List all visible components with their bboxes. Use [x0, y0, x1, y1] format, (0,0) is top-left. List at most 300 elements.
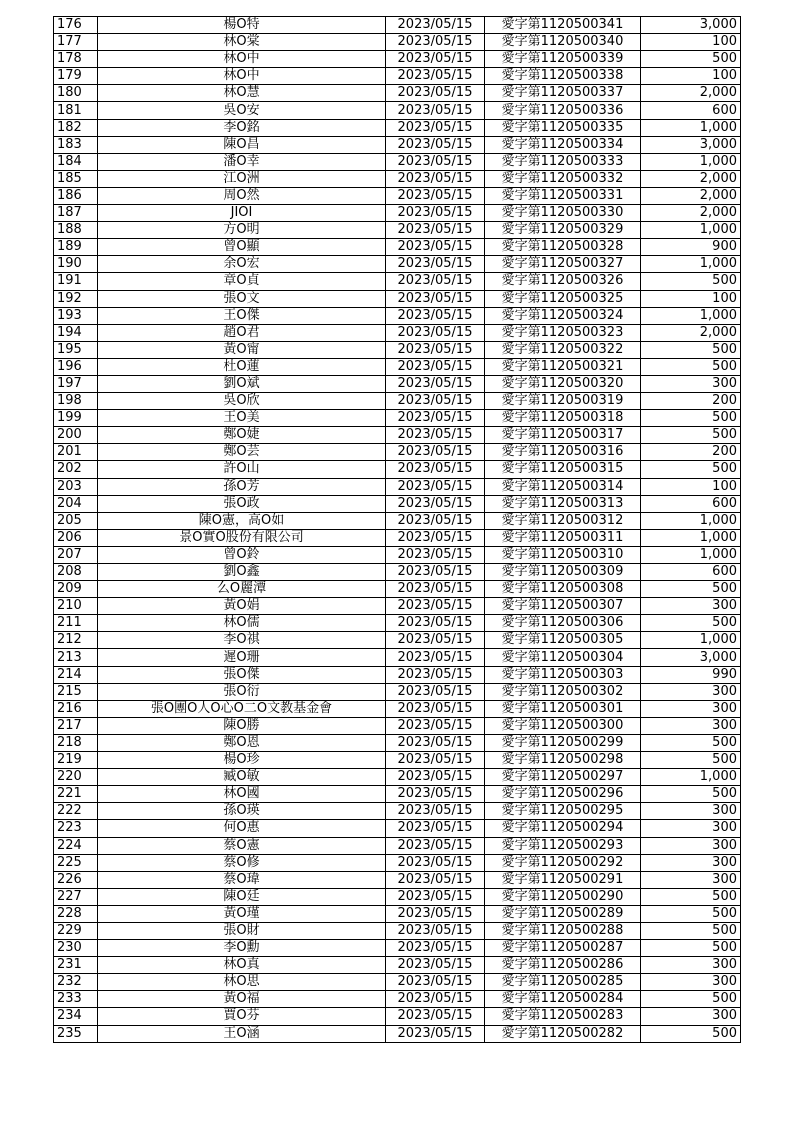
donation-date: 2023/05/15 — [386, 239, 485, 256]
donor-name: 章O貞 — [98, 273, 386, 290]
table-row — [54, 632, 741, 649]
receipt-number: 愛字第1120500332 — [485, 170, 641, 187]
receipt-number: 愛字第1120500310 — [485, 546, 641, 563]
row-number: 215 — [54, 683, 98, 700]
donation-amount: 500 — [641, 734, 741, 751]
row-number: 212 — [54, 632, 98, 649]
donor-name: 張O財 — [98, 922, 386, 939]
donation-date: 2023/05/15 — [386, 820, 485, 837]
donor-name: 潘O幸 — [98, 153, 386, 170]
row-number: 227 — [54, 888, 98, 905]
donor-name: 孫O芳 — [98, 478, 386, 495]
table-row — [54, 102, 741, 119]
table-row — [54, 495, 741, 512]
row-number: 216 — [54, 700, 98, 717]
donor-name: 劉O斌 — [98, 375, 386, 392]
receipt-number: 愛字第1120500329 — [485, 222, 641, 239]
donation-amount: 300 — [641, 974, 741, 991]
table-row — [54, 615, 741, 632]
donation-date: 2023/05/15 — [386, 307, 485, 324]
donation-table-body — [54, 17, 741, 1043]
table-row — [54, 512, 741, 529]
receipt-number: 愛字第1120500288 — [485, 922, 641, 939]
donation-amount: 500 — [641, 786, 741, 803]
receipt-number: 愛字第1120500299 — [485, 734, 641, 751]
table-row — [54, 871, 741, 888]
donation-amount: 300 — [641, 683, 741, 700]
donor-name: 陳O勝 — [98, 717, 386, 734]
table-row — [54, 717, 741, 734]
table-row — [54, 905, 741, 922]
table-row — [54, 68, 741, 85]
donor-name: 吳O安 — [98, 102, 386, 119]
donation-date: 2023/05/15 — [386, 119, 485, 136]
row-number: 213 — [54, 649, 98, 666]
donation-date: 2023/05/15 — [386, 136, 485, 153]
donation-amount: 300 — [641, 1008, 741, 1025]
receipt-number: 愛字第1120500335 — [485, 119, 641, 136]
donation-amount: 600 — [641, 102, 741, 119]
donation-amount: 300 — [641, 837, 741, 854]
donor-name: 陳O憲，高O如 — [98, 512, 386, 529]
table-row — [54, 393, 741, 410]
donation-amount: 990 — [641, 666, 741, 683]
donor-name: 林O慧 — [98, 85, 386, 102]
donation-date: 2023/05/15 — [386, 273, 485, 290]
receipt-number: 愛字第1120500290 — [485, 888, 641, 905]
donation-amount: 500 — [641, 461, 741, 478]
donation-amount: 1,000 — [641, 546, 741, 563]
table-row — [54, 410, 741, 427]
donation-amount: 300 — [641, 957, 741, 974]
table-row — [54, 598, 741, 615]
table-row — [54, 957, 741, 974]
table-row — [54, 51, 741, 68]
donor-name: 王O美 — [98, 410, 386, 427]
donation-date: 2023/05/15 — [386, 393, 485, 410]
donor-name: 鄭O芸 — [98, 444, 386, 461]
donation-amount: 3,000 — [641, 649, 741, 666]
donation-date: 2023/05/15 — [386, 187, 485, 204]
donation-date: 2023/05/15 — [386, 871, 485, 888]
row-number: 221 — [54, 786, 98, 803]
row-number: 224 — [54, 837, 98, 854]
row-number: 197 — [54, 375, 98, 392]
row-number: 214 — [54, 666, 98, 683]
donor-name: 么O麗潭 — [98, 581, 386, 598]
donation-amount: 300 — [641, 854, 741, 871]
donation-date: 2023/05/15 — [386, 649, 485, 666]
receipt-number: 愛字第1120500303 — [485, 666, 641, 683]
donation-date: 2023/05/15 — [386, 564, 485, 581]
donation-date: 2023/05/15 — [386, 717, 485, 734]
row-number: 181 — [54, 102, 98, 119]
donor-name: 李O祺 — [98, 632, 386, 649]
receipt-number: 愛字第1120500327 — [485, 256, 641, 273]
donation-amount: 1,000 — [641, 307, 741, 324]
donation-date: 2023/05/15 — [386, 974, 485, 991]
receipt-number: 愛字第1120500285 — [485, 974, 641, 991]
donor-name: 蔡O憲 — [98, 837, 386, 854]
table-row — [54, 17, 741, 34]
donation-table — [53, 16, 741, 1043]
receipt-number: 愛字第1120500305 — [485, 632, 641, 649]
donation-date: 2023/05/15 — [386, 991, 485, 1008]
row-number: 228 — [54, 905, 98, 922]
donation-amount: 300 — [641, 820, 741, 837]
donation-date: 2023/05/15 — [386, 461, 485, 478]
donor-name: 蔡O瑋 — [98, 871, 386, 888]
row-number: 220 — [54, 769, 98, 786]
row-number: 188 — [54, 222, 98, 239]
donation-date: 2023/05/15 — [386, 940, 485, 957]
row-number: 189 — [54, 239, 98, 256]
donation-date: 2023/05/15 — [386, 324, 485, 341]
table-row — [54, 546, 741, 563]
donor-name: 何O惠 — [98, 820, 386, 837]
donor-name: 林O中 — [98, 51, 386, 68]
donor-name: 趙O君 — [98, 324, 386, 341]
donation-amount: 1,000 — [641, 119, 741, 136]
donation-date: 2023/05/15 — [386, 854, 485, 871]
table-row — [54, 649, 741, 666]
donation-amount: 2,000 — [641, 170, 741, 187]
donation-amount: 500 — [641, 752, 741, 769]
donor-name: 林O儒 — [98, 615, 386, 632]
row-number: 185 — [54, 170, 98, 187]
donor-name: 陳O昌 — [98, 136, 386, 153]
donor-name: 張O政 — [98, 495, 386, 512]
row-number: 203 — [54, 478, 98, 495]
receipt-number: 愛字第1120500325 — [485, 290, 641, 307]
donor-name: 遲O珊 — [98, 649, 386, 666]
table-row — [54, 153, 741, 170]
receipt-number: 愛字第1120500300 — [485, 717, 641, 734]
donation-date: 2023/05/15 — [386, 512, 485, 529]
row-number: 207 — [54, 546, 98, 563]
donation-date: 2023/05/15 — [386, 615, 485, 632]
donation-date: 2023/05/15 — [386, 170, 485, 187]
donor-name: 臧O敏 — [98, 769, 386, 786]
row-number: 218 — [54, 734, 98, 751]
donor-name: 楊O特 — [98, 17, 386, 34]
donation-date: 2023/05/15 — [386, 478, 485, 495]
table-row — [54, 170, 741, 187]
row-number: 180 — [54, 85, 98, 102]
donation-date: 2023/05/15 — [386, 256, 485, 273]
table-row — [54, 222, 741, 239]
donation-date: 2023/05/15 — [386, 427, 485, 444]
donation-date: 2023/05/15 — [386, 598, 485, 615]
row-number: 177 — [54, 34, 98, 51]
row-number: 192 — [54, 290, 98, 307]
donation-amount: 1,000 — [641, 222, 741, 239]
donation-date: 2023/05/15 — [386, 341, 485, 358]
receipt-number: 愛字第1120500333 — [485, 153, 641, 170]
donation-amount: 500 — [641, 51, 741, 68]
donation-amount: 1,000 — [641, 153, 741, 170]
donor-name: 張O文 — [98, 290, 386, 307]
donor-name: 楊O珍 — [98, 752, 386, 769]
receipt-number: 愛字第1120500318 — [485, 410, 641, 427]
receipt-number: 愛字第1120500317 — [485, 427, 641, 444]
donation-date: 2023/05/15 — [386, 546, 485, 563]
receipt-number: 愛字第1120500321 — [485, 358, 641, 375]
row-number: 210 — [54, 598, 98, 615]
donation-amount: 1,000 — [641, 512, 741, 529]
table-row — [54, 581, 741, 598]
table-row — [54, 119, 741, 136]
donation-date: 2023/05/15 — [386, 803, 485, 820]
donation-amount: 500 — [641, 358, 741, 375]
receipt-number: 愛字第1120500289 — [485, 905, 641, 922]
table-row — [54, 564, 741, 581]
table-row — [54, 256, 741, 273]
donation-date: 2023/05/15 — [386, 85, 485, 102]
donation-amount: 500 — [641, 615, 741, 632]
donation-date: 2023/05/15 — [386, 529, 485, 546]
donor-name: 林O棠 — [98, 34, 386, 51]
donation-date: 2023/05/15 — [386, 700, 485, 717]
donation-amount: 300 — [641, 803, 741, 820]
donation-date: 2023/05/15 — [386, 68, 485, 85]
receipt-number: 愛字第1120500340 — [485, 34, 641, 51]
receipt-number: 愛字第1120500313 — [485, 495, 641, 512]
donation-amount: 300 — [641, 598, 741, 615]
receipt-number: 愛字第1120500292 — [485, 854, 641, 871]
donation-date: 2023/05/15 — [386, 410, 485, 427]
row-number: 190 — [54, 256, 98, 273]
row-number: 229 — [54, 922, 98, 939]
donation-date: 2023/05/15 — [386, 205, 485, 222]
donation-amount: 3,000 — [641, 17, 741, 34]
donation-date: 2023/05/15 — [386, 734, 485, 751]
donor-name: 許O山 — [98, 461, 386, 478]
table-row — [54, 974, 741, 991]
donation-amount: 2,000 — [641, 324, 741, 341]
table-row — [54, 991, 741, 1008]
donation-date: 2023/05/15 — [386, 957, 485, 974]
row-number: 205 — [54, 512, 98, 529]
row-number: 176 — [54, 17, 98, 34]
donor-name: 賈O芬 — [98, 1008, 386, 1025]
row-number: 230 — [54, 940, 98, 957]
receipt-number: 愛字第1120500319 — [485, 393, 641, 410]
donor-name: 鄭O婕 — [98, 427, 386, 444]
donation-date: 2023/05/15 — [386, 683, 485, 700]
donation-amount: 2,000 — [641, 187, 741, 204]
receipt-number: 愛字第1120500282 — [485, 1025, 641, 1042]
row-number: 206 — [54, 529, 98, 546]
row-number: 226 — [54, 871, 98, 888]
donation-date: 2023/05/15 — [386, 375, 485, 392]
donation-amount: 500 — [641, 1025, 741, 1042]
donation-date: 2023/05/15 — [386, 922, 485, 939]
receipt-number: 愛字第1120500306 — [485, 615, 641, 632]
donation-date: 2023/05/15 — [386, 769, 485, 786]
table-row — [54, 444, 741, 461]
receipt-number: 愛字第1120500287 — [485, 940, 641, 957]
donation-amount: 500 — [641, 940, 741, 957]
table-row — [54, 854, 741, 871]
donation-amount: 300 — [641, 375, 741, 392]
donation-amount: 2,000 — [641, 205, 741, 222]
donation-date: 2023/05/15 — [386, 17, 485, 34]
donor-name: 吳O欣 — [98, 393, 386, 410]
row-number: 217 — [54, 717, 98, 734]
donation-date: 2023/05/15 — [386, 444, 485, 461]
donation-date: 2023/05/15 — [386, 153, 485, 170]
donor-name: 陳O廷 — [98, 888, 386, 905]
row-number: 235 — [54, 1025, 98, 1042]
donation-amount: 3,000 — [641, 136, 741, 153]
table-row — [54, 239, 741, 256]
table-row — [54, 341, 741, 358]
donation-amount: 100 — [641, 290, 741, 307]
donation-amount: 100 — [641, 478, 741, 495]
donor-name: 王O涵 — [98, 1025, 386, 1042]
row-number: 225 — [54, 854, 98, 871]
row-number: 232 — [54, 974, 98, 991]
table-row — [54, 85, 741, 102]
row-number: 204 — [54, 495, 98, 512]
donor-name: 黃O福 — [98, 991, 386, 1008]
row-number: 219 — [54, 752, 98, 769]
donation-date: 2023/05/15 — [386, 1025, 485, 1042]
donor-name: 張O衍 — [98, 683, 386, 700]
table-row — [54, 683, 741, 700]
donor-name: 周O然 — [98, 187, 386, 204]
row-number: 178 — [54, 51, 98, 68]
donor-name: 林O國 — [98, 786, 386, 803]
donor-name: 李O勳 — [98, 940, 386, 957]
donor-name: 張O團O人O心O二O文教基金會 — [98, 700, 386, 717]
table-row — [54, 375, 741, 392]
row-number: 234 — [54, 1008, 98, 1025]
donor-name: 余O宏 — [98, 256, 386, 273]
donation-amount: 500 — [641, 427, 741, 444]
donation-amount: 500 — [641, 905, 741, 922]
receipt-number: 愛字第1120500326 — [485, 273, 641, 290]
row-number: 193 — [54, 307, 98, 324]
donation-amount: 500 — [641, 273, 741, 290]
table-row — [54, 666, 741, 683]
donation-date: 2023/05/15 — [386, 905, 485, 922]
receipt-number: 愛字第1120500328 — [485, 239, 641, 256]
receipt-number: 愛字第1120500339 — [485, 51, 641, 68]
receipt-number: 愛字第1120500324 — [485, 307, 641, 324]
receipt-number: 愛字第1120500297 — [485, 769, 641, 786]
row-number: 201 — [54, 444, 98, 461]
donation-date: 2023/05/15 — [386, 102, 485, 119]
row-number: 191 — [54, 273, 98, 290]
donor-name: 江O洲 — [98, 170, 386, 187]
receipt-number: 愛字第1120500309 — [485, 564, 641, 581]
donation-amount: 500 — [641, 991, 741, 1008]
receipt-number: 愛字第1120500316 — [485, 444, 641, 461]
row-number: 194 — [54, 324, 98, 341]
donor-name: 林O中 — [98, 68, 386, 85]
donation-amount: 1,000 — [641, 529, 741, 546]
table-row — [54, 700, 741, 717]
donation-date: 2023/05/15 — [386, 51, 485, 68]
donation-amount: 1,000 — [641, 256, 741, 273]
donor-name: 鄭O恩 — [98, 734, 386, 751]
table-row — [54, 187, 741, 204]
table-row — [54, 940, 741, 957]
table-row — [54, 786, 741, 803]
row-number: 211 — [54, 615, 98, 632]
donation-date: 2023/05/15 — [386, 786, 485, 803]
receipt-number: 愛字第1120500315 — [485, 461, 641, 478]
receipt-number: 愛字第1120500298 — [485, 752, 641, 769]
row-number: 183 — [54, 136, 98, 153]
row-number: 233 — [54, 991, 98, 1008]
receipt-number: 愛字第1120500295 — [485, 803, 641, 820]
row-number: 209 — [54, 581, 98, 598]
row-number: 222 — [54, 803, 98, 820]
row-number: 208 — [54, 564, 98, 581]
row-number: 182 — [54, 119, 98, 136]
receipt-number: 愛字第1120500304 — [485, 649, 641, 666]
donation-date: 2023/05/15 — [386, 752, 485, 769]
donation-amount: 300 — [641, 871, 741, 888]
donor-name: 黃O娟 — [98, 598, 386, 615]
table-row — [54, 136, 741, 153]
donor-name: 孫O瑛 — [98, 803, 386, 820]
donor-name: 杜O蓮 — [98, 358, 386, 375]
row-number: 231 — [54, 957, 98, 974]
table-row — [54, 290, 741, 307]
table-row — [54, 358, 741, 375]
donation-amount: 2,000 — [641, 85, 741, 102]
donation-date: 2023/05/15 — [386, 888, 485, 905]
donor-name: 李O銘 — [98, 119, 386, 136]
row-number: 200 — [54, 427, 98, 444]
donation-amount: 1,000 — [641, 632, 741, 649]
donor-name: 黃O瑾 — [98, 905, 386, 922]
donation-amount: 500 — [641, 581, 741, 598]
table-row — [54, 307, 741, 324]
receipt-number: 愛字第1120500293 — [485, 837, 641, 854]
receipt-number: 愛字第1120500320 — [485, 375, 641, 392]
table-row — [54, 1008, 741, 1025]
row-number: 186 — [54, 187, 98, 204]
donation-date: 2023/05/15 — [386, 666, 485, 683]
donation-amount: 600 — [641, 495, 741, 512]
donor-name: 曾O顯 — [98, 239, 386, 256]
donor-name: JIOI — [98, 205, 386, 222]
donation-date: 2023/05/15 — [386, 1008, 485, 1025]
table-row — [54, 922, 741, 939]
receipt-number: 愛字第1120500283 — [485, 1008, 641, 1025]
receipt-number: 愛字第1120500286 — [485, 957, 641, 974]
donor-name: 曾O鈴 — [98, 546, 386, 563]
donation-amount: 600 — [641, 564, 741, 581]
donation-amount: 900 — [641, 239, 741, 256]
donation-amount: 500 — [641, 922, 741, 939]
donation-date: 2023/05/15 — [386, 495, 485, 512]
table-row — [54, 461, 741, 478]
donation-amount: 100 — [641, 68, 741, 85]
table-row — [54, 888, 741, 905]
receipt-number: 愛字第1120500336 — [485, 102, 641, 119]
row-number: 187 — [54, 205, 98, 222]
donation-date: 2023/05/15 — [386, 222, 485, 239]
table-row — [54, 34, 741, 51]
table-row — [54, 205, 741, 222]
donation-amount: 300 — [641, 717, 741, 734]
